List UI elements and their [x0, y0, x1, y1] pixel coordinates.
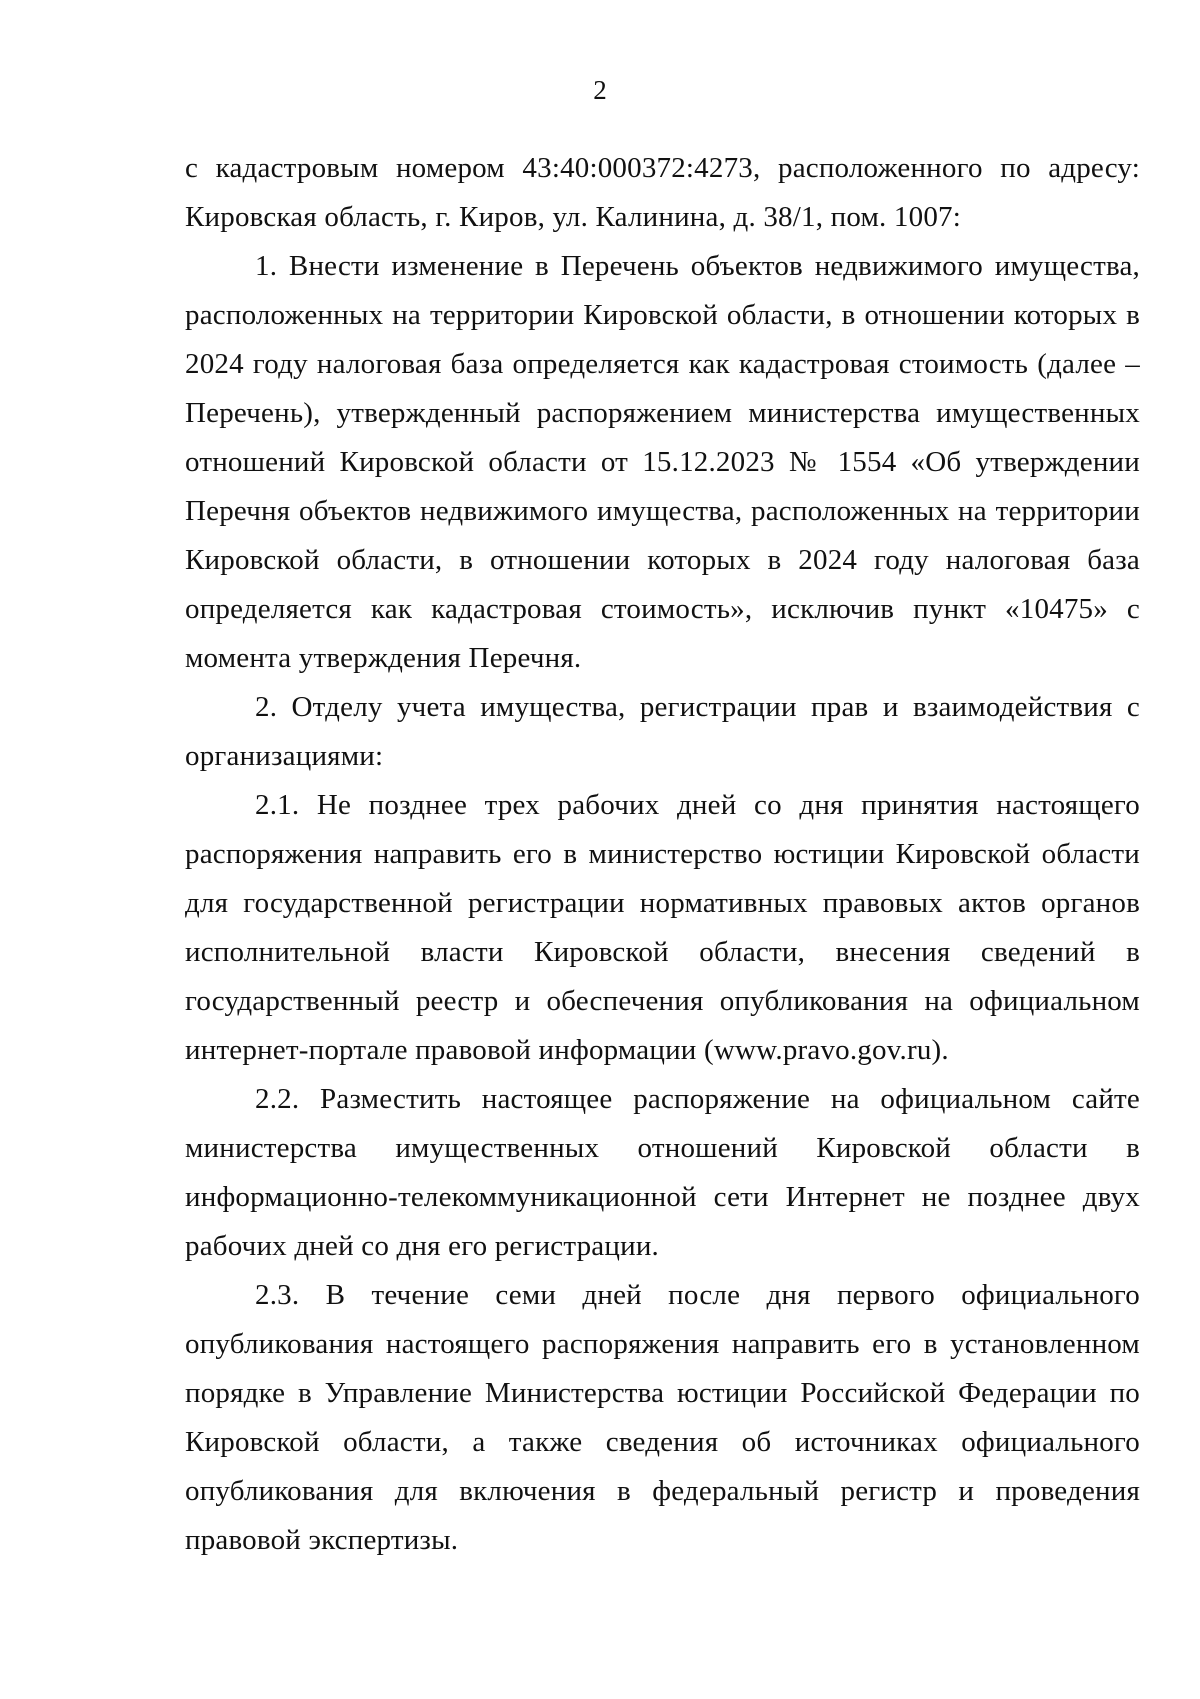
intro-paragraph: с кадастровым номером 43:40:000372:4273, расположенного по адресу: Кировская область, г. Киров, ул. Калинина, д. 38/1, пом. 1007: [185, 152, 1140, 233]
paragraph-item-2-3: 2.3. В течение семи дней после дня первого официального опубликования настоящего распоряжения направить его в установленном порядке в Управление Министерства юстиции Российской Федерации по Кировской области, а также сведения об источниках официального опубликования для включения в федеральный регистр и проведения правовой экспертизы. [185, 1279, 1140, 1556]
paragraph-item-2: 2. Отделу учета имущества, регистрации прав и взаимодействия с организациями: [185, 691, 1140, 772]
paragraph-item-2-1: 2.1. Не позднее трех рабочих дней со дня принятия настоящего распоряжения направить его в министерство юстиции Кировской области для государственной регистрации нормативных правовых актов органов исполнительной власти Кировской области, внесения сведений в государственный реестр и обеспечения опубликования на официальном интернет-портале правовой информации (www.pravo.gov.ru). [185, 789, 1140, 1066]
page-number: 2 [593, 75, 607, 105]
paragraph-item-2-2: 2.2. Разместить настоящее распоряжение на официальном сайте министерства имущественных отношений Кировской области в информационно-телекоммуникационной сети Интернет не позднее двух рабочих дней со дня его регистрации. [185, 1083, 1140, 1262]
document-body [185, 144, 1140, 1565]
paragraph-item-1: 1. Внести изменение в Перечень объектов недвижимого имущества, расположенных на территории Кировской области, в отношении которых в 2024 году налоговая база определяется как кадастровая стоимость (далее – Перечень), утвержденный распоряжением министерства имущественных отношений Кировской области от 15.12.2023 № 1554 «Об утверждении Перечня объектов недвижимого имущества, расположенных на территории Кировской области, в отношении которых в 2024 году налоговая база определяется как кадастровая стоимость», исключив пункт «10475» с момента утверждения Перечня. [185, 250, 1140, 674]
